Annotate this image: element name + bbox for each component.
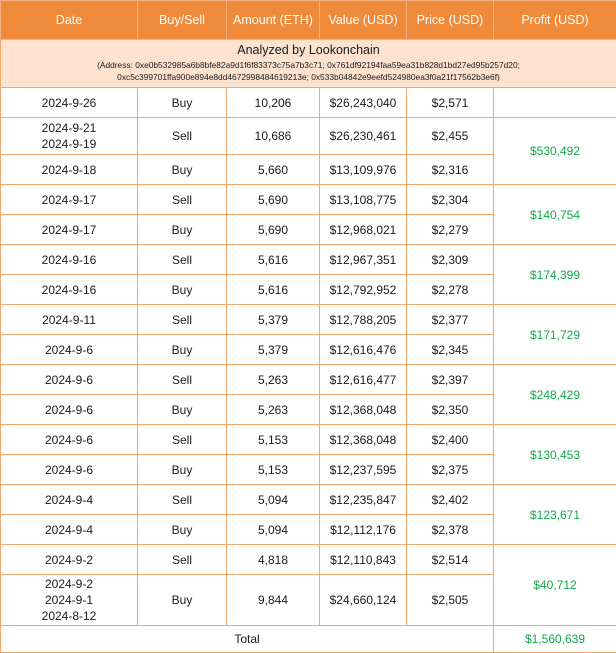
date-cell <box>1 215 138 245</box>
date-cell <box>1 305 138 335</box>
table-row <box>1 425 616 455</box>
profit-cell: $130,453 <box>494 425 616 485</box>
price-cell: $2,397 <box>407 365 494 395</box>
value-cell: $12,235,847 <box>320 485 407 515</box>
price-cell: $2,378 <box>407 515 494 545</box>
value-cell: $12,792,952 <box>320 275 407 305</box>
date-value: 2024-9-6 <box>1 432 137 448</box>
value-cell: $26,243,040 <box>320 88 407 118</box>
header-amount: Amount (ETH) <box>227 1 320 40</box>
side-cell: Sell <box>138 185 227 215</box>
amount-cell: 5,094 <box>227 485 320 515</box>
side-cell: Buy <box>138 455 227 485</box>
analysis-cell <box>1 40 616 88</box>
value-cell: $12,788,205 <box>320 305 407 335</box>
table-row <box>1 245 616 275</box>
amount-cell: 10,206 <box>227 88 320 118</box>
analysis-address-line-2: 0xc5c399701ffa900e894e8dd4672998484619213e; 0x533b04842e9eefd524980ea3f0a21f17562b3e6f) <box>5 71 612 83</box>
price-cell: $2,316 <box>407 155 494 185</box>
price-cell: $2,400 <box>407 425 494 455</box>
date-cell <box>1 335 138 365</box>
amount-cell: 10,686 <box>227 118 320 155</box>
side-cell: Buy <box>138 88 227 118</box>
date-value: 2024-9-11 <box>1 312 137 328</box>
date-cell <box>1 245 138 275</box>
side-cell: Sell <box>138 425 227 455</box>
price-cell: $2,279 <box>407 215 494 245</box>
amount-cell: 5,690 <box>227 185 320 215</box>
side-cell: Sell <box>138 545 227 575</box>
side-cell: Sell <box>138 245 227 275</box>
header-row <box>1 1 616 40</box>
value-cell: $24,660,124 <box>320 575 407 626</box>
side-cell: Buy <box>138 575 227 626</box>
value-cell: $12,368,048 <box>320 425 407 455</box>
date-cell <box>1 575 138 626</box>
profit-cell: $248,429 <box>494 365 616 425</box>
analysis-address-line-1: (Address: 0xe0b532985a6b8bfe82a9d1f6f83373c75a7b3c71; 0x761df92194faa59ea31b828d1bd27ed95b257d20; <box>5 59 612 71</box>
price-cell: $2,505 <box>407 575 494 626</box>
profit-cell: $174,399 <box>494 245 616 305</box>
price-cell: $2,278 <box>407 275 494 305</box>
profit-cell: $123,671 <box>494 485 616 545</box>
value-cell: $13,108,775 <box>320 185 407 215</box>
date-value: 2024-9-4 <box>1 522 137 538</box>
date-value: 2024-9-26 <box>1 95 137 111</box>
value-cell: $12,110,843 <box>320 545 407 575</box>
price-cell: $2,377 <box>407 305 494 335</box>
amount-cell: 5,660 <box>227 155 320 185</box>
date-cell <box>1 275 138 305</box>
header-value: Value (USD) <box>320 1 407 40</box>
date-cell <box>1 545 138 575</box>
price-cell: $2,571 <box>407 88 494 118</box>
price-cell: $2,345 <box>407 335 494 365</box>
value-cell: $13,109,976 <box>320 155 407 185</box>
price-cell: $2,375 <box>407 455 494 485</box>
side-cell: Sell <box>138 305 227 335</box>
date-value: 2024-9-4 <box>1 492 137 508</box>
header-profit: Profit (USD) <box>494 1 616 40</box>
date-cell <box>1 88 138 118</box>
price-cell: $2,304 <box>407 185 494 215</box>
header-price: Price (USD) <box>407 1 494 40</box>
total-label: Total <box>1 626 494 653</box>
value-cell: $12,368,048 <box>320 395 407 425</box>
value-cell: $12,968,021 <box>320 215 407 245</box>
table-row <box>1 88 616 118</box>
amount-cell: 5,690 <box>227 215 320 245</box>
date-value: 2024-9-1 <box>1 592 137 608</box>
side-cell: Buy <box>138 215 227 245</box>
value-cell: $12,237,595 <box>320 455 407 485</box>
date-cell <box>1 485 138 515</box>
date-value: 2024-9-19 <box>1 136 137 152</box>
date-value: 2024-8-12 <box>1 608 137 624</box>
date-cell <box>1 425 138 455</box>
price-cell: $2,455 <box>407 118 494 155</box>
price-cell: $2,350 <box>407 395 494 425</box>
date-cell <box>1 515 138 545</box>
table-row <box>1 118 616 155</box>
profit-cell <box>494 88 616 118</box>
value-cell: $12,616,476 <box>320 335 407 365</box>
date-cell <box>1 185 138 215</box>
date-value: 2024-9-17 <box>1 222 137 238</box>
side-cell: Buy <box>138 395 227 425</box>
value-cell: $12,616,477 <box>320 365 407 395</box>
table-row <box>1 485 616 515</box>
date-value: 2024-9-17 <box>1 192 137 208</box>
date-cell <box>1 455 138 485</box>
value-cell: $26,230,461 <box>320 118 407 155</box>
side-cell: Buy <box>138 275 227 305</box>
price-cell: $2,309 <box>407 245 494 275</box>
total-row <box>1 626 616 653</box>
profit-cell: $40,712 <box>494 545 616 626</box>
date-value: 2024-9-6 <box>1 372 137 388</box>
profit-cell: $530,492 <box>494 118 616 185</box>
value-cell: $12,112,176 <box>320 515 407 545</box>
date-cell <box>1 118 138 155</box>
table-row <box>1 545 616 575</box>
date-cell <box>1 395 138 425</box>
amount-cell: 5,616 <box>227 245 320 275</box>
date-value: 2024-9-6 <box>1 462 137 478</box>
analysis-title: Analyzed by Lookonchain <box>5 43 612 57</box>
amount-cell: 5,379 <box>227 305 320 335</box>
date-value: 2024-9-18 <box>1 162 137 178</box>
date-value: 2024-9-2 <box>1 552 137 568</box>
profit-cell: $171,729 <box>494 305 616 365</box>
profit-cell: $140,754 <box>494 185 616 245</box>
analysis-row <box>1 40 616 88</box>
side-cell: Sell <box>138 485 227 515</box>
side-cell: Buy <box>138 335 227 365</box>
table-row <box>1 365 616 395</box>
price-cell: $2,514 <box>407 545 494 575</box>
date-cell <box>1 155 138 185</box>
header-buy-sell: Buy/Sell <box>138 1 227 40</box>
amount-cell: 5,379 <box>227 335 320 365</box>
side-cell: Sell <box>138 118 227 155</box>
value-cell: $12,967,351 <box>320 245 407 275</box>
price-cell: $2,402 <box>407 485 494 515</box>
table-row <box>1 305 616 335</box>
amount-cell: 5,263 <box>227 395 320 425</box>
side-cell: Buy <box>138 155 227 185</box>
side-cell: Sell <box>138 365 227 395</box>
date-value: 2024-9-16 <box>1 282 137 298</box>
amount-cell: 5,616 <box>227 275 320 305</box>
amount-cell: 5,094 <box>227 515 320 545</box>
amount-cell: 9,844 <box>227 575 320 626</box>
date-value: 2024-9-16 <box>1 252 137 268</box>
date-value: 2024-9-6 <box>1 402 137 418</box>
total-profit: $1,560,639 <box>494 626 616 653</box>
side-cell: Buy <box>138 515 227 545</box>
date-cell <box>1 365 138 395</box>
amount-cell: 5,153 <box>227 425 320 455</box>
amount-cell: 4,818 <box>227 545 320 575</box>
date-value: 2024-9-6 <box>1 342 137 358</box>
amount-cell: 5,263 <box>227 365 320 395</box>
table-row <box>1 185 616 215</box>
date-value: 2024-9-21 <box>1 120 137 136</box>
amount-cell: 5,153 <box>227 455 320 485</box>
date-value: 2024-9-2 <box>1 576 137 592</box>
header-date: Date <box>1 1 138 40</box>
